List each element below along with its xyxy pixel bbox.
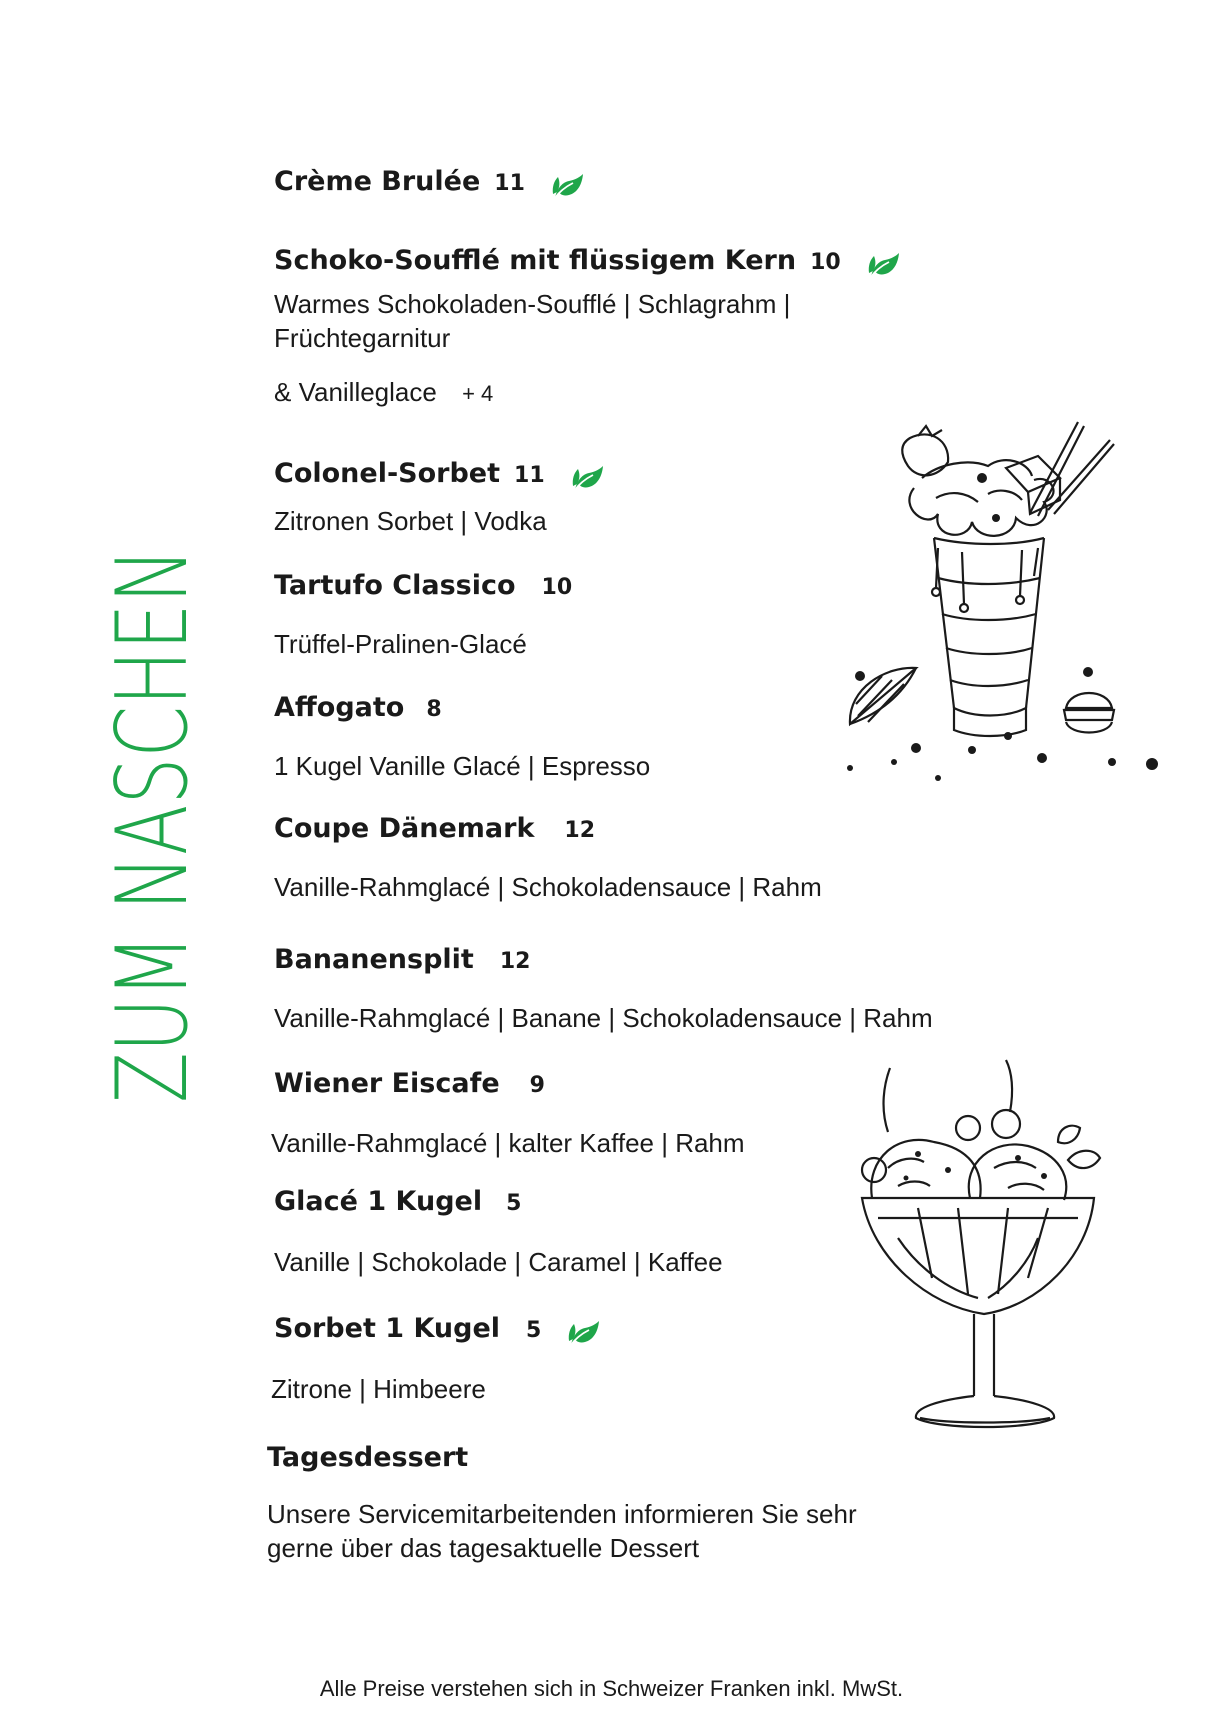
price-footnote: Alle Preise verstehen sich in Schweizer Franken inkl. MwSt. xyxy=(319,1676,904,1701)
item-name: Sorbet 1 Kugel xyxy=(274,1313,501,1344)
item-price: 12 xyxy=(499,949,531,974)
item-description xyxy=(274,287,1034,355)
item-description-line: Früchtegarnitur xyxy=(274,323,451,353)
addon-price: + 4 xyxy=(462,381,494,406)
item-description-line: Vanille | Schokolade | Caramel | Kaffee xyxy=(274,1247,723,1277)
menu-item-schoko-souffle xyxy=(274,245,1034,279)
leaf-icon xyxy=(551,172,585,200)
milkshake-illustration xyxy=(838,418,1170,790)
item-name: Tartufo Classico xyxy=(274,570,516,601)
item-description-line: Vanille-Rahmglacé | kalter Kaffee | Rahm xyxy=(271,1128,745,1158)
item-description-line: Warmes Schokoladen-Soufflé | Schlagrahm | xyxy=(274,289,791,319)
item-description xyxy=(274,870,1034,904)
daily-dessert-description xyxy=(267,1497,1027,1565)
item-name: Wiener Eiscafe xyxy=(274,1068,500,1099)
item-name: Coupe Dänemark xyxy=(274,813,535,844)
section-title-text: ZUM NASCHEN xyxy=(96,368,210,1103)
item-addon xyxy=(274,375,1034,411)
daily-dessert-line: gerne über das tagesaktuelle Dessert xyxy=(267,1533,700,1563)
item-price: 5 xyxy=(526,1318,542,1343)
item-description-line: Zitrone | Himbeere xyxy=(271,1374,486,1404)
sundae-illustration xyxy=(858,1058,1110,1436)
item-description xyxy=(274,1001,1034,1035)
daily-dessert-title: Tagesdessert xyxy=(267,1442,469,1473)
item-price: 10 xyxy=(810,250,841,275)
item-price: 11 xyxy=(494,171,525,196)
menu-item-bananensplit xyxy=(274,944,1034,975)
item-name: Colonel-Sorbet xyxy=(274,458,501,489)
item-price: 12 xyxy=(564,818,596,843)
item-name: Glacé 1 Kugel xyxy=(274,1186,483,1217)
item-name: Bananensplit xyxy=(274,944,474,975)
item-description-line: Vanille-Rahmglacé | Banane | Schokoladensauce | Rahm xyxy=(274,1003,933,1033)
item-description-line: Trüffel-Pralinen-Glacé xyxy=(274,629,527,659)
item-price: 5 xyxy=(506,1191,522,1216)
leaf-icon xyxy=(567,1319,601,1347)
addon-label: & Vanilleglace xyxy=(274,377,437,407)
item-name: Crème Brulée xyxy=(274,166,481,197)
item-name: Schoko-Soufflé mit flüssigem Kern xyxy=(274,245,797,276)
item-name: Affogato xyxy=(274,692,405,723)
leaf-icon xyxy=(867,251,901,279)
section-title xyxy=(96,368,210,1103)
item-description-line: Zitronen Sorbet | Vodka xyxy=(274,506,547,536)
item-price: 10 xyxy=(541,575,573,600)
item-description-line: 1 Kugel Vanille Glacé | Espresso xyxy=(274,751,651,781)
menu-item-coupe-daenemark xyxy=(274,813,1034,844)
item-price: 9 xyxy=(529,1073,545,1098)
item-description-line: Vanille-Rahmglacé | Schokoladensauce | Rahm xyxy=(274,872,822,902)
leaf-icon xyxy=(571,464,605,492)
menu-item-creme-brulee xyxy=(274,166,1034,200)
item-price: 11 xyxy=(514,463,545,488)
daily-dessert-line: Unsere Servicemitarbeitenden informieren Sie sehr xyxy=(267,1499,857,1529)
item-price: 8 xyxy=(426,697,442,722)
